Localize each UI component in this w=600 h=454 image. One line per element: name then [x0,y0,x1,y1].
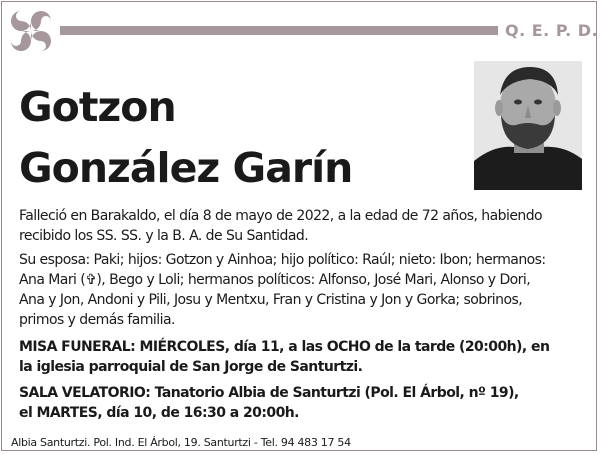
text-line: MISA FUNERAL: MIÉRCOLES, día 11, a las OCHO de la tarde (20:00h), en [19,339,550,355]
text-line: el MARTES, día 10, de 16:30 a 20:00h. [19,405,299,421]
text-line: Ana y Jon, Andoni y Pili, Josu y Mentxu, Fran y Cristina y Jon y Gorka; sobrinos, [19,292,523,308]
text-line: Su esposa: Paki; hijos: Gotzon y Ainhoa; hijo político: Raúl; nieto: Ibon; hermanos: [19,252,546,268]
obituary-card [1,1,597,451]
qepd-label: Q. E. P. D. [505,21,599,40]
text-line: primos y demás familia. [19,312,175,328]
wake-room-paragraph [19,383,585,423]
deceased-surnames: González Garín [19,144,353,192]
text-line: Falleció en Barakaldo, el día 8 de mayo de 2022, a la edad de 72 años, habiendo [19,208,543,224]
funeral-mass-paragraph [19,337,585,377]
text-line: la iglesia parroquial de San Jorge de Santurtzi. [19,359,363,375]
lauburu-icon [8,8,54,54]
text-line: recibido los SS. SS. y la B. A. de Su Santidad. [19,228,309,244]
family-paragraph [19,250,585,330]
text-line: Ana Mari (✞), Bego y Loli; hermanos políticos: Alfonso, José Mari, Alonso y Dori, [19,272,531,288]
funeral-home-footer: Albia Santurtzi. Pol. Ind. El Árbol, 19. Santurtzi - Tel. 94 483 17 54 [11,436,351,449]
death-notice-paragraph [19,206,585,246]
portrait-image [474,61,582,190]
header-rule [60,26,498,35]
text-line: SALA VELATORIO: Tanatorio Albia de Santurtzi (Pol. El Árbol, nº 19), [19,385,519,401]
deceased-photo [474,61,582,190]
deceased-first-name: Gotzon [19,83,176,131]
